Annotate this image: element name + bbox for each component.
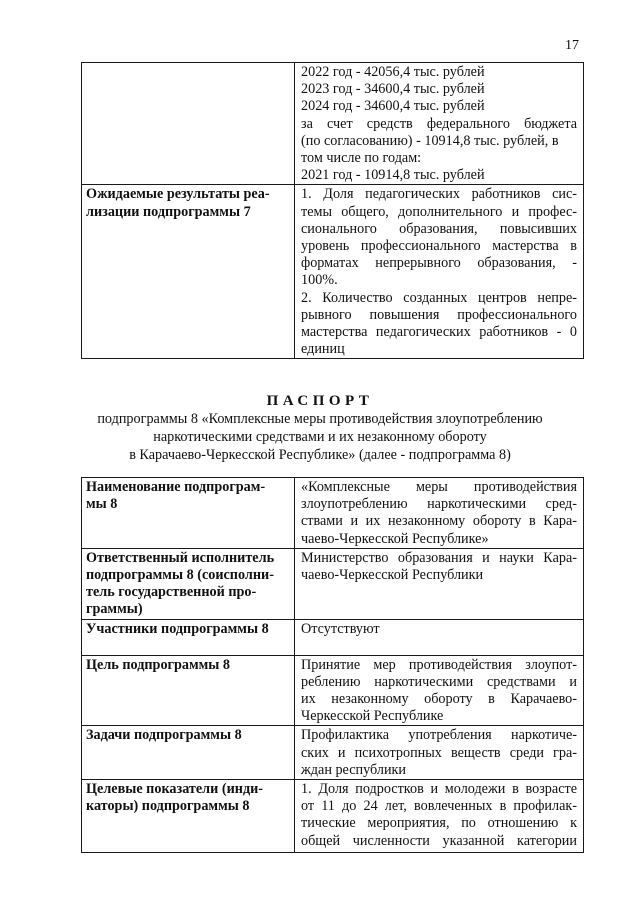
passport-subtitle-line: в Карачаево-Черкесской Республике» (далее - подпрограмма 8) xyxy=(129,447,511,463)
row-value-line: Черкесской Республике xyxy=(301,708,444,725)
row-label-cell xyxy=(82,548,295,619)
funding-line: 2024 год - 34600,4 тыс. рублей xyxy=(301,98,485,115)
row-label-cell xyxy=(82,726,295,780)
funding-line: 2021 год - 10914,8 тыс. рублей xyxy=(301,167,485,184)
row-label-line: мы 8 xyxy=(86,496,118,513)
results-line: форматах непрерывного образования, - xyxy=(301,255,577,272)
row-label-line: Цель подпрограммы 8 xyxy=(86,656,231,673)
passport-subtitle-line: наркотическими средствами и их незаконному обороту xyxy=(153,429,487,445)
row-value-cell xyxy=(295,185,584,359)
results-line: мастерства педагогических работников - 0 xyxy=(301,324,577,341)
row-value-line: ствами и их незаконному обороту в Кара- xyxy=(301,513,577,530)
row-value-line: от 11 до 24 лет, вовлеченных в профилак- xyxy=(301,798,577,815)
row-value-line: Профилактика употребления наркотиче- xyxy=(301,727,577,744)
results-line: 2. Количество созданных центров непре- xyxy=(301,289,577,306)
row-value-cell xyxy=(295,655,584,726)
funding-line: (по согласованию) - 10914,8 тыс. рублей, в xyxy=(301,132,559,149)
table-row-goal xyxy=(82,655,584,726)
row-value-cell xyxy=(295,619,584,655)
row-label-cell xyxy=(82,619,295,655)
table-row-subprogram-name xyxy=(82,478,584,549)
row-label-cell xyxy=(82,63,295,185)
row-label-line: Наименование подпрограм- xyxy=(86,479,266,495)
row-value-cell xyxy=(295,548,584,619)
row-value-line: «Комплексные меры противодействия xyxy=(301,479,577,495)
subprogram-7-passport-table xyxy=(81,62,584,359)
results-line: рывного повышения профессионального xyxy=(301,306,577,323)
row-value-line: 1. Доля подростков и молодежи в возрасте xyxy=(301,781,577,798)
row-value-cell xyxy=(295,726,584,780)
subprogram-8-passport-table xyxy=(81,477,584,853)
row-value-cell xyxy=(295,780,584,853)
row-value-line: Министерство образования и науки Кара- xyxy=(301,549,577,566)
row-label-line: Задачи подпрограммы 8 xyxy=(86,727,242,744)
row-value-line: чаево-Черкесской Республике» xyxy=(301,530,489,547)
table-row-tasks xyxy=(82,726,584,780)
row-value-line: чаево-Черкесской Республики xyxy=(301,567,484,584)
row-label-line: подпрограммы 8 (соисполни- xyxy=(86,567,274,584)
results-line: темы общего, дополнительного и профес- xyxy=(301,203,577,220)
row-label-cell xyxy=(82,780,295,853)
passport-title: ПАСПОРТ xyxy=(266,393,374,409)
row-value-line: Отсутствуют xyxy=(301,620,380,637)
funding-line: 2022 год - 42056,4 тыс. рублей xyxy=(301,64,485,80)
row-label-line: Ответственный исполнитель xyxy=(86,549,275,566)
row-label-line: Ожидаемые результаты реа- xyxy=(86,186,270,203)
table-row-participants xyxy=(82,619,584,655)
table-row-expected-results xyxy=(82,185,584,359)
row-value-line: их незаконному обороту в Карачаево- xyxy=(301,691,577,708)
results-line: единиц xyxy=(301,341,345,358)
row-value-line: ждан республики xyxy=(301,761,407,778)
row-value-cell xyxy=(295,478,584,549)
table-row-target-indicators xyxy=(82,780,584,853)
row-value-line: ских и психотропных веществ среди гра- xyxy=(301,744,577,761)
row-value-line: реблению наркотическими средствами и xyxy=(301,673,577,690)
row-label-line: граммы) xyxy=(86,601,143,618)
row-label-cell xyxy=(82,185,295,359)
funding-line: за счет средств федерального бюджета xyxy=(301,115,577,132)
row-label-line: Целевые показатели (инди- xyxy=(86,781,264,798)
row-value-line: общей численности указанной категории xyxy=(301,832,577,849)
row-label-line: тель государственной про- xyxy=(86,584,257,601)
row-value-line: злоупотреблению наркотическими сред- xyxy=(301,496,577,513)
results-line: 1. Доля педагогических работников сис- xyxy=(301,186,577,203)
row-label-cell xyxy=(82,655,295,726)
page-number: 17 xyxy=(565,38,579,53)
passport-subtitle-line: подпрограммы 8 «Комплексные меры противодействия злоупотреблению xyxy=(97,411,543,427)
row-label-line: каторы) подпрограммы 8 xyxy=(86,798,250,815)
funding-value-cell xyxy=(295,63,584,185)
results-line: сионального образования, повысивших xyxy=(301,220,577,237)
row-value-line: Принятие мер противодействия злоупот- xyxy=(301,656,577,673)
row-label-cell xyxy=(82,478,295,549)
results-line: 100%. xyxy=(301,272,338,289)
row-label-line: лизации подпрограммы 7 xyxy=(86,203,251,220)
funding-line: 2023 год - 34600,4 тыс. рублей xyxy=(301,81,485,98)
table-row-funding xyxy=(82,63,584,185)
table-row-responsible-executor xyxy=(82,548,584,619)
results-line: уровень профессионального мастерства в xyxy=(301,238,577,255)
row-label-line: Участники подпрограммы 8 xyxy=(86,620,269,637)
row-value-line: тические мероприятия, по отношению к xyxy=(301,815,577,832)
funding-line: том числе по годам: xyxy=(301,150,422,167)
